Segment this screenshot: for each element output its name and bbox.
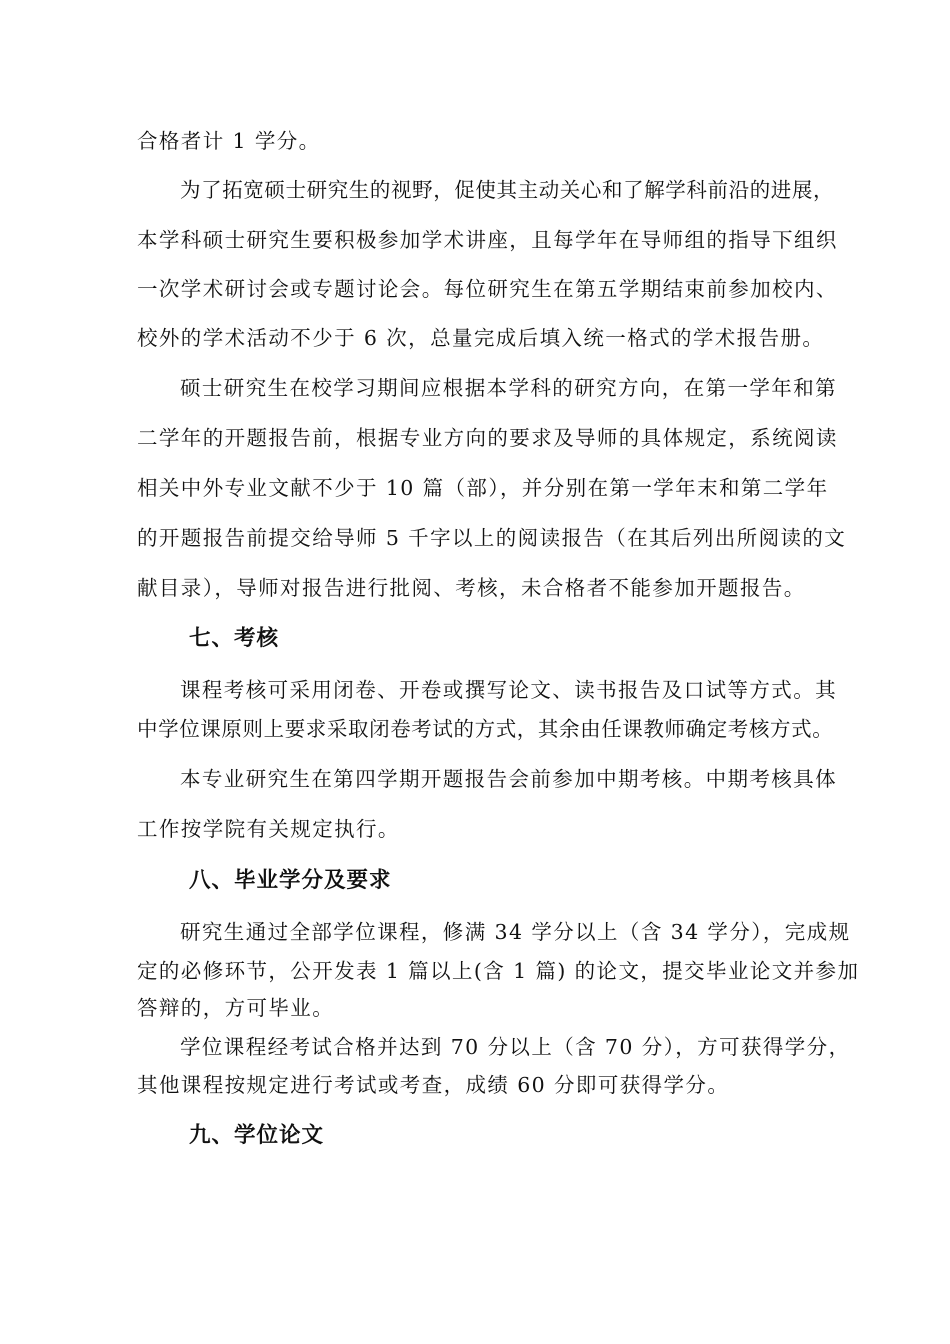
paragraph-line: 工作按学院有关规定执行。 xyxy=(137,817,400,841)
paragraph-line: 定的必修环节，公开发表 1 篇以上(含 1 篇) 的论文，提交毕业论文并参加 xyxy=(137,959,860,983)
paragraph-line: 中学位课原则上要求采取闭卷考试的方式，其余由任课教师确定考核方式。 xyxy=(137,717,834,741)
paragraph-line: 献目录），导师对报告进行批阅、考核，未合格者不能参加开题报告。 xyxy=(137,576,806,600)
paragraph-line: 二学年的开题报告前，根据专业方向的要求及导师的具体规定，系统阅读 xyxy=(137,426,838,450)
paragraph-line: 校外的学术活动不少于 6 次，总量完成后填入统一格式的学术报告册。 xyxy=(137,326,825,350)
paragraph-line: 其他课程按规定进行考试或考查，成绩 60 分即可获得学分。 xyxy=(137,1073,730,1097)
section-heading: 八、毕业学分及要求 xyxy=(189,868,392,893)
paragraph-line: 答辩的，方可毕业。 xyxy=(137,996,335,1020)
paragraph-line: 硕士研究生在校学习期间应根据本学科的研究方向，在第一学年和第 xyxy=(180,376,837,400)
paragraph-line: 合格者计 1 学分。 xyxy=(137,129,321,153)
paragraph-line: 本专业研究生在第四学期开题报告会前参加中期考核。中期考核具体 xyxy=(180,767,837,791)
paragraph-line: 的开题报告前提交给导师 5 千字以上的阅读报告（在其后列出所阅读的文 xyxy=(137,526,847,550)
paragraph-line: 为了拓宽硕士研究生的视野，促使其主动关心和了解学科前沿的进展， xyxy=(180,178,835,202)
section-heading: 七、考核 xyxy=(189,626,280,651)
paragraph-line: 研究生通过全部学位课程，修满 34 学分以上（含 34 学分），完成规 xyxy=(180,920,851,944)
paragraph-line: 课程考核可采用闭卷、开卷或撰写论文、读书报告及口试等方式。其 xyxy=(180,678,837,702)
paragraph-line: 学位课程经考试合格并达到 70 分以上（含 70 分），方可获得学分， xyxy=(180,1035,851,1059)
paragraph-line: 一次学术研讨会或专题讨论会。每位研究生在第五学期结束前参加校内、 xyxy=(137,277,838,301)
section-heading: 九、学位论文 xyxy=(189,1123,325,1148)
paragraph-line: 相关中外专业文献不少于 10 篇（部），并分别在第一学年末和第二学年 xyxy=(137,476,829,500)
paragraph-line: 本学科硕士研究生要积极参加学术讲座，且每学年在导师组的指导下组织 xyxy=(137,228,838,252)
